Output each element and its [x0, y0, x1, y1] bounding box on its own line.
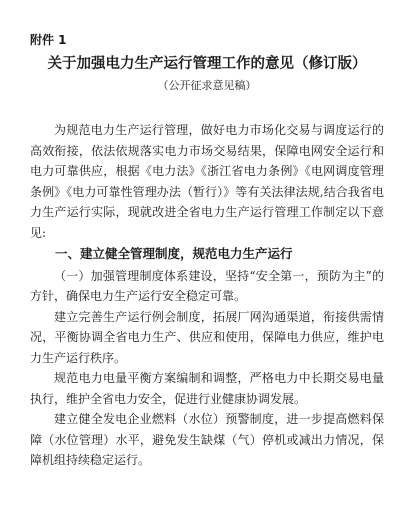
attachment-label: 附件 1	[30, 33, 67, 47]
section-1-paragraph-4: 建立健全发电企业燃料（水位）预警制度，进一步提高燃料保障（水位管理）水平，避免发生缺煤（气）停机或减出力情况，保障机组持续稳定运行。	[30, 412, 384, 467]
document-title: 关于加强电力生产运行管理工作的意见（修订版）	[47, 56, 367, 72]
section-1-paragraph-2: 建立完善生产运行例会制度，拓展厂网沟通渠道，衔接供需情况，平衡协调全省电力生产、供应和使用，保障电力供应，维护电力生产运行秩序。	[30, 309, 384, 365]
document-subtitle: （公开征求意见稿）	[157, 79, 257, 92]
section-1-paragraph-3: 规范电力电量平衡方案编制和调整，严格电力中长期交易电量执行，维护全省电力安全，促进行业健康协调发展。	[30, 371, 384, 406]
intro-paragraph: 为规范电力生产运行管理，做好电力市场化交易与调度运行的高效衔接，依法依规落实电力市场交易结果，保障电网安全运行和电力可靠供应，根据《电力法》《浙江省电力条例》《电网调度管理条例》《电力可靠性管理办法（暂行）》等有关法律法规,结合我省电力生产运行实际，现就改进全省电力生产运行管理工作制定以下意见:	[30, 123, 384, 240]
section-1-item-1: （一）加强管理制度体系建设，坚持“安全第一，预防为主”的方针，确保电力生产运行安全稳定可靠。	[30, 268, 384, 303]
section-1-heading: 一、建立健全管理制度，规范电力生产运行	[55, 246, 293, 261]
